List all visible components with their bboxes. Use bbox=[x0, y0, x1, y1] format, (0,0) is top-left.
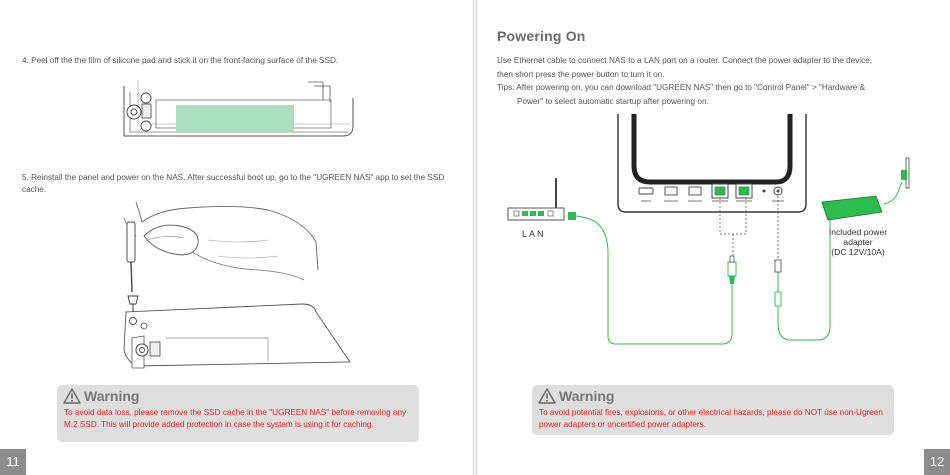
warning-text: To avoid data loss, please remove the SSD cache in the "UGREEN NAS" before removing any M.2 SSD. This will provide added protection in case the system is using it for caching. bbox=[64, 408, 407, 429]
usb-port bbox=[689, 187, 701, 195]
tips-line: Tips: After powering on, you can download "UGREEN NAS" then go to "Control Panel" > "Hardware & bbox=[497, 83, 866, 92]
adapter-label-line: (DC 12V/10A) bbox=[831, 247, 885, 257]
paragraph-line: then short press the power button to turn it on. bbox=[497, 69, 665, 79]
usb-port bbox=[665, 187, 677, 195]
router-device bbox=[508, 178, 564, 220]
warning-title: Warning bbox=[84, 388, 140, 404]
warning-icon bbox=[63, 388, 81, 404]
tips-line: Power" to select automatic startup after powering on. bbox=[517, 96, 709, 106]
hdmi-port bbox=[639, 188, 653, 194]
warning-icon bbox=[538, 388, 556, 404]
silicone-pad bbox=[176, 105, 294, 132]
adapter-label-line: adapter bbox=[843, 237, 873, 247]
page-title: Powering On bbox=[497, 28, 586, 44]
left-page bbox=[0, 0, 474, 475]
power-adapter bbox=[822, 158, 909, 220]
ssd-pad-illustration bbox=[118, 78, 358, 148]
power-adapter-label bbox=[815, 227, 901, 257]
lan-label: LAN bbox=[522, 229, 546, 239]
warning-text: To avoid potential fires, explosions, or other electrical hazards, please do NOT use non-Ugreen power adapters or uncertified power adapters. bbox=[539, 408, 883, 429]
warning-box-left bbox=[57, 385, 419, 442]
step-5-text: 5. Reinstall the panel and power on the NAS. After successful boot up, go to the "UGREEN NAS" app to set the SSD cache. bbox=[22, 173, 445, 194]
power-button-icon bbox=[763, 190, 766, 193]
warning-box-right bbox=[532, 385, 894, 435]
adapter-label-line: Included power bbox=[828, 227, 888, 237]
reinstall-panel-illustration bbox=[118, 200, 358, 370]
page-number: 12 bbox=[924, 449, 950, 475]
paragraph-line: Use Ethernet cable to connect NAS to a LAN port on a router. Connect the power adapter to the device, bbox=[497, 56, 873, 65]
warning-title: Warning bbox=[559, 388, 615, 404]
page-number: 11 bbox=[0, 449, 26, 475]
ethernet-cable bbox=[568, 212, 736, 344]
intro-paragraph bbox=[497, 54, 937, 108]
step-4-text: 4. Peel off the the film of silicone pad and stick it on the front-facing surface of the SSD. bbox=[22, 56, 339, 65]
